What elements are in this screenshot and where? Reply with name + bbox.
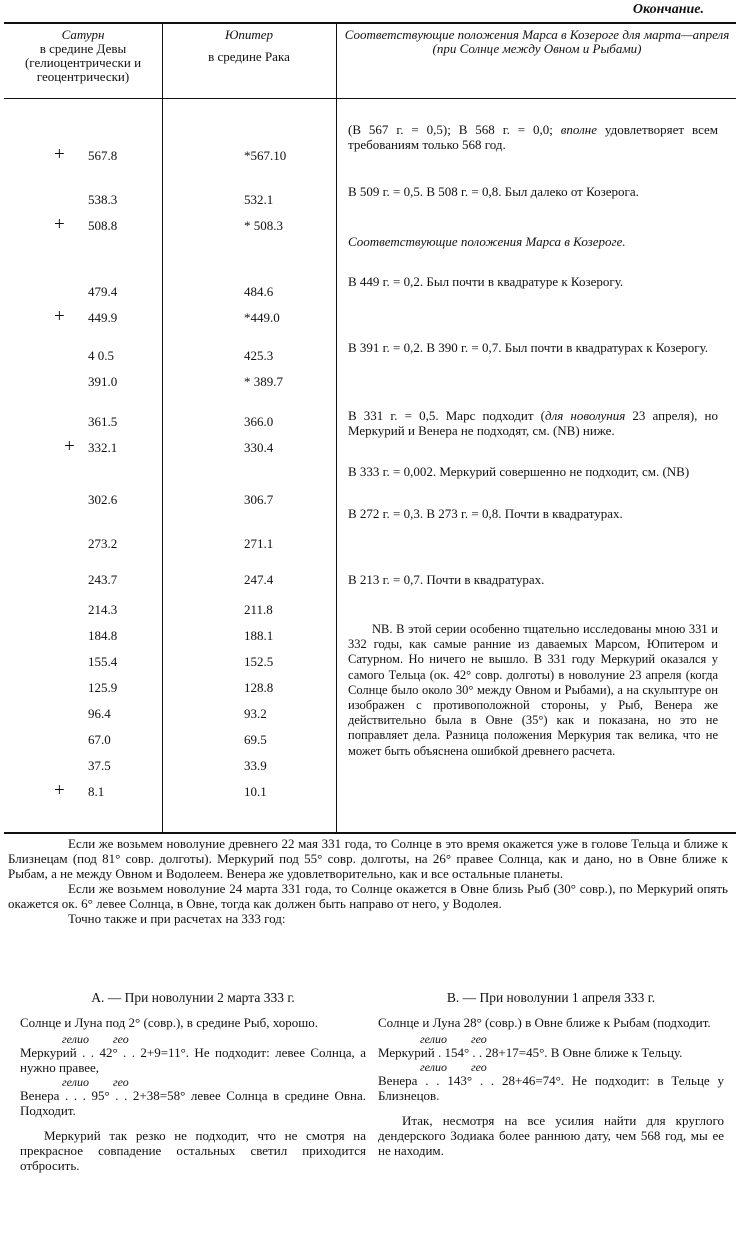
jupiter-number: 425.3 bbox=[244, 348, 274, 363]
plus-mark: + bbox=[64, 436, 75, 457]
jupiter-number: 484.6 bbox=[244, 284, 274, 299]
saturn-number: 508.8 bbox=[88, 218, 118, 233]
jupiter-number: 306.7 bbox=[244, 492, 274, 507]
header-divider bbox=[4, 98, 736, 99]
paragraph: Если же возьмем новолуние древнего 22 мая 331 года, то Солнце в это время окажется уже в голове Тельца и ближе к Близнецам (под 81° совр. долготы). Меркурий под 55° совр. долготы, на 26° правее Солнца, как и дано, но в Овне ближе к Рыбам, а не между Овном и Водолеем. Венера же удовлетворительно, как и все остальные планеты. bbox=[8, 836, 728, 881]
section-heading: Соответствующие положения Марса в Козероге. bbox=[348, 234, 626, 249]
plus-mark: + bbox=[54, 214, 65, 235]
nb-note: NB. В этой серии особенно тщательно исследованы мною 331 и 332 годы, как самые ранние из даваемых Марсом, Юпитером и Сатурном. Но ничего не вышло. В 331 году Меркурий оказался у самого Тельца (ок. 42° совр. долготы) в новолуние 23 апреля (когда Солнце было около 30° между Овном и Рыбами), а на скульптуре он изображен с противоположной стороны, у Рыб, Венера же действительно была в Овне (35°) как и показана, но это не поправляет дела. Разница положения Меркурия так велика, что не может быть объяснена ошибкой древнего расчета. bbox=[348, 622, 718, 758]
jupiter-number: 271.1 bbox=[244, 536, 274, 551]
saturn-number: 4 0.5 bbox=[88, 348, 114, 363]
jupiter-number: 152.5 bbox=[244, 654, 274, 669]
note-331: В 331 г. = 0,5. Марс подходит (для новолуния 23 апреля), но Меркурий и Венера не подходят, см. (NB) ниже. bbox=[348, 408, 718, 438]
note-391: В 391 г. = 0,2. В 390 г. = 0,7. Был почти в квадратурах к Козерогу. bbox=[348, 340, 709, 355]
column-b-conclusion: Итак, несмотря на все усилия найти для круглого дендерского Зодиака более раннюю дату, чем 568 год, мы ее не находим. bbox=[378, 1113, 724, 1158]
jupiter-number: 188.1 bbox=[244, 628, 274, 643]
jupiter-number: 128.8 bbox=[244, 680, 274, 695]
column-a-venus: Венера . . . 95° . . 2+38=58° левее Солнца в средине Овна. Подходит. bbox=[20, 1088, 366, 1118]
column-divider bbox=[162, 24, 163, 832]
saturn-number: 273.2 bbox=[88, 536, 118, 551]
note-213: В 213 г. = 0,7. Почти в квадратурах. bbox=[348, 572, 545, 587]
column-a-sup: гелио гео bbox=[20, 1075, 129, 1089]
plus-mark: + bbox=[54, 780, 65, 801]
saturn-number: 479.4 bbox=[88, 284, 118, 299]
continuation-label: Окончание. bbox=[632, 2, 704, 17]
saturn-number: 449.9 bbox=[88, 310, 118, 325]
jupiter-number: 33.9 bbox=[244, 758, 267, 773]
jupiter-number: * 508.3 bbox=[244, 218, 283, 233]
column-b-mercury: Меркурий . 154° . . 28+17=45°. В Овне ближе к Тельцу. bbox=[378, 1045, 683, 1060]
saturn-number: 243.7 bbox=[88, 572, 118, 587]
jupiter-number: 69.5 bbox=[244, 732, 267, 747]
column-a bbox=[20, 990, 366, 1173]
saturn-number: 361.5 bbox=[88, 414, 118, 429]
column-a-heading: А. — При новолунии 2 марта 333 г. bbox=[91, 990, 295, 1005]
jupiter-number: 93.2 bbox=[244, 706, 267, 721]
paragraph: Если же возьмем новолуние 24 марта 331 года, то Солнце окажется в Овне близь Рыб (30° совр.), по Меркурий опять окажется ок. 6° левее Солнца, в Овне, тогда как должен быть направо от него, у Водолея. bbox=[8, 881, 728, 911]
data-table bbox=[4, 22, 736, 834]
note-272: В 272 г. = 0,3. В 273 г. = 0,8. Почти в квадратурах. bbox=[348, 506, 623, 521]
column-a-conclusion: Меркурий так резко не подходит, что не смотря на прекрасное совпадение остальных светил приходится отбросить. bbox=[20, 1128, 366, 1173]
jupiter-column-header: Юпитер в средине Рака bbox=[208, 27, 290, 64]
mars-column-header: Соответствующие положения Марса в Козероге для марта—апреля (при Солнце между Овном и Рыбами) bbox=[344, 27, 730, 56]
plus-mark: + bbox=[54, 306, 65, 327]
column-b-heading: В. — При новолунии 1 апреля 333 г. bbox=[446, 990, 656, 1005]
column-b-sup: гелио гео bbox=[378, 1060, 487, 1074]
saturn-number: 67.0 bbox=[88, 732, 111, 747]
saturn-number: 8.1 bbox=[88, 784, 105, 799]
saturn-number: 37.5 bbox=[88, 758, 111, 773]
paragraph: Точно также и при расчетах на 333 год: bbox=[68, 911, 286, 926]
saturn-number: 302.6 bbox=[88, 492, 118, 507]
saturn-number: 567.8 bbox=[88, 148, 118, 163]
column-divider bbox=[336, 24, 337, 832]
column-b bbox=[378, 990, 724, 1158]
column-b-venus: Венера . . 143° . . 28+46=74°. Не подходит: в Тельце у Близнецов. bbox=[378, 1073, 724, 1103]
note-508: В 509 г. = 0,5. В 508 г. = 0,8. Был далеко от Козерога. bbox=[348, 184, 639, 199]
jupiter-number: 10.1 bbox=[244, 784, 267, 799]
column-b-sun: Солнце и Луна 28° (совр.) в Овне ближе к Рыбам (подходит. bbox=[378, 1015, 711, 1030]
column-a-mercury: Меркурий . . 42° . . 2+9=11°. Не подходит: левее Солнца, а нужно правее, bbox=[20, 1045, 366, 1075]
jupiter-number: *449.0 bbox=[244, 310, 280, 325]
saturn-number: 184.8 bbox=[88, 628, 118, 643]
jupiter-number: 330.4 bbox=[244, 440, 274, 455]
saturn-number: 332.1 bbox=[88, 440, 118, 455]
column-a-sun: Солнце и Луна под 2° (совр.), в средине Рыб, хорошо. bbox=[20, 1015, 318, 1030]
saturn-column-header: Сатурн в средине Девы (гелиоцентрически и геоцентрически) bbox=[24, 27, 142, 84]
saturn-number: 125.9 bbox=[88, 680, 118, 695]
body-paragraphs bbox=[8, 836, 728, 926]
jupiter-number: 247.4 bbox=[244, 572, 274, 587]
note-567: (В 567 г. = 0,5); В 568 г. = 0,0; вполне удовлетворяет всем требованиям только 568 год. bbox=[348, 122, 719, 152]
jupiter-number: * 389.7 bbox=[244, 374, 283, 389]
jupiter-number: 211.8 bbox=[244, 602, 273, 617]
saturn-number: 214.3 bbox=[88, 602, 118, 617]
note-333: В 333 г. = 0,002. Меркурий совершенно не подходит, см. (NB) bbox=[348, 464, 690, 479]
note-449: В 449 г. = 0,2. Был почти в квадратуре к Козерогу. bbox=[348, 274, 624, 289]
jupiter-number: *567.10 bbox=[244, 148, 287, 163]
jupiter-number: 366.0 bbox=[244, 414, 274, 429]
plus-mark: + bbox=[54, 144, 65, 165]
jupiter-number: 532.1 bbox=[244, 192, 274, 207]
saturn-number: 96.4 bbox=[88, 706, 111, 721]
saturn-number: 538.3 bbox=[88, 192, 118, 207]
column-b-sup: гелио гео bbox=[378, 1032, 487, 1046]
column-a-sup: гелио гео bbox=[20, 1032, 129, 1046]
saturn-number: 155.4 bbox=[88, 654, 118, 669]
saturn-number: 391.0 bbox=[88, 374, 118, 389]
